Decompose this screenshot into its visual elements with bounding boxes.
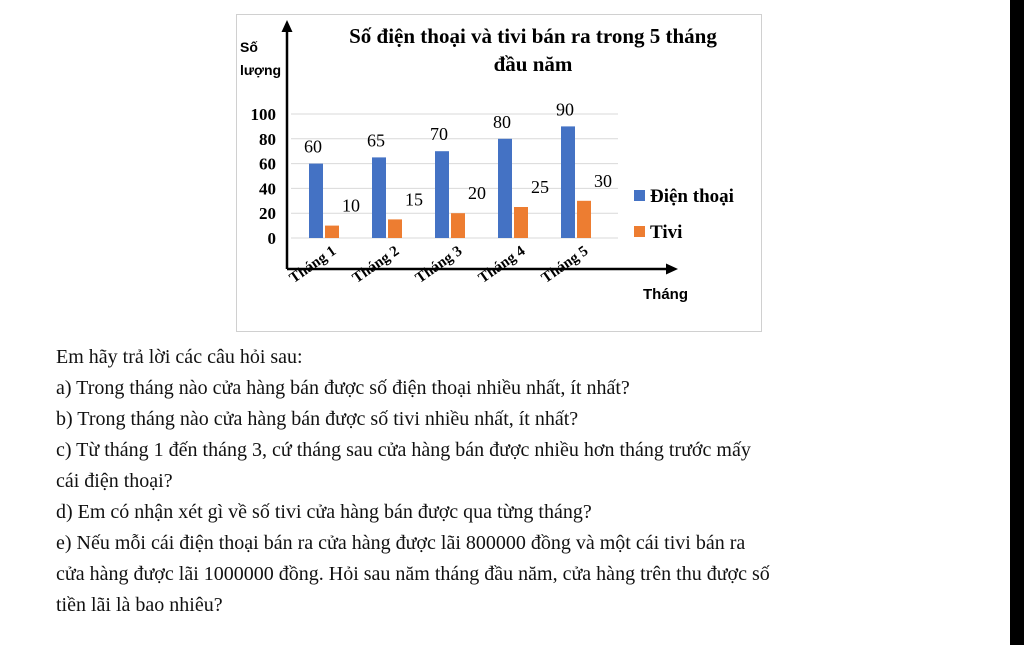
legend-swatch-phone (634, 190, 645, 201)
question-b: b) Trong tháng nào cửa hàng bán được số tivi nhiều nhất, ít nhất? (56, 408, 579, 430)
data-label-tv-4: 25 (531, 177, 549, 197)
questions-intro: Em hãy trả lời các câu hỏi sau: (56, 346, 303, 368)
legend-swatch-tv (634, 226, 645, 237)
data-label-tv-5: 30 (594, 170, 612, 191)
data-label-phone-4: 80 (493, 111, 511, 132)
chart-frame (236, 14, 762, 332)
y-tick-label-2: 40 (259, 179, 276, 199)
y-tick-label-0: 0 (267, 229, 276, 248)
chart-title-line-1: Số điện thoại và tivi bán ra trong 5 tháng (349, 24, 717, 48)
y-tick-label-5: 100 (250, 105, 276, 124)
question-c-line-1: c) Từ tháng 1 đến tháng 3, cứ tháng sau cửa hàng bán được nhiều hơn tháng trước mấy (56, 439, 751, 461)
data-label-tv-2: 15 (405, 189, 423, 210)
bar-phone-5 (561, 126, 575, 238)
question-a: a) Trong tháng nào cửa hàng bán được số điện thoại nhiều nhất, ít nhất? (56, 377, 630, 399)
data-label-tv-3: 20 (468, 183, 486, 204)
y-axis-label-line-1: Số (240, 39, 258, 55)
x-tick-label-2: Tháng 2 (349, 243, 403, 287)
x-axis-label: Tháng (643, 286, 688, 303)
question-c-line-2: cái điện thoại? (56, 470, 173, 492)
x-tick-label-5: Tháng 5 (538, 243, 592, 287)
bar-tv-4 (514, 207, 528, 238)
x-tick-label-1: Tháng 1 (286, 243, 340, 287)
bar-phone-3 (435, 151, 449, 238)
question-e-line-2: cửa hàng được lãi 1000000 đồng. Hỏi sau năm tháng đầu năm, cửa hàng trên thu được số (56, 563, 770, 585)
data-label-phone-1: 60 (304, 136, 322, 157)
x-tick-label-4: Tháng 4 (475, 243, 529, 287)
y-tick-label-4: 80 (259, 129, 276, 149)
bar-tv-3 (451, 213, 465, 238)
data-label-phone-3: 70 (430, 124, 448, 145)
x-tick-label-3: Tháng 3 (412, 243, 466, 287)
y-tick-label-3: 60 (259, 154, 276, 174)
data-label-tv-1: 10 (342, 195, 360, 216)
chart-title-line-2: đầu năm (493, 52, 573, 76)
bar-phone-1 (309, 164, 323, 238)
data-label-phone-5: 90 (556, 99, 574, 120)
bar-chart (236, 14, 762, 332)
bar-phone-2 (372, 157, 386, 238)
y-tick-label-1: 20 (259, 204, 276, 224)
bar-tv-2 (388, 219, 402, 238)
screen-edge (1010, 0, 1024, 645)
y-axis-label-line-2: lượng (240, 62, 282, 78)
bar-tv-5 (577, 201, 591, 238)
legend-label-phone: Điện thoại (650, 186, 734, 207)
question-e-line-3: tiền lãi là bao nhiêu? (56, 594, 223, 616)
bar-tv-1 (325, 226, 339, 238)
legend-label-tv: Tivi (650, 222, 683, 243)
question-d: d) Em có nhận xét gì về số tivi cửa hàng bán được qua từng tháng? (56, 501, 592, 523)
question-e-line-1: e) Nếu mỗi cái điện thoại bán ra cửa hàng được lãi 800000 đồng và một cái tivi bán ra (56, 532, 746, 554)
questions (56, 342, 956, 621)
bar-phone-4 (498, 139, 512, 238)
data-label-phone-2: 65 (367, 130, 385, 151)
